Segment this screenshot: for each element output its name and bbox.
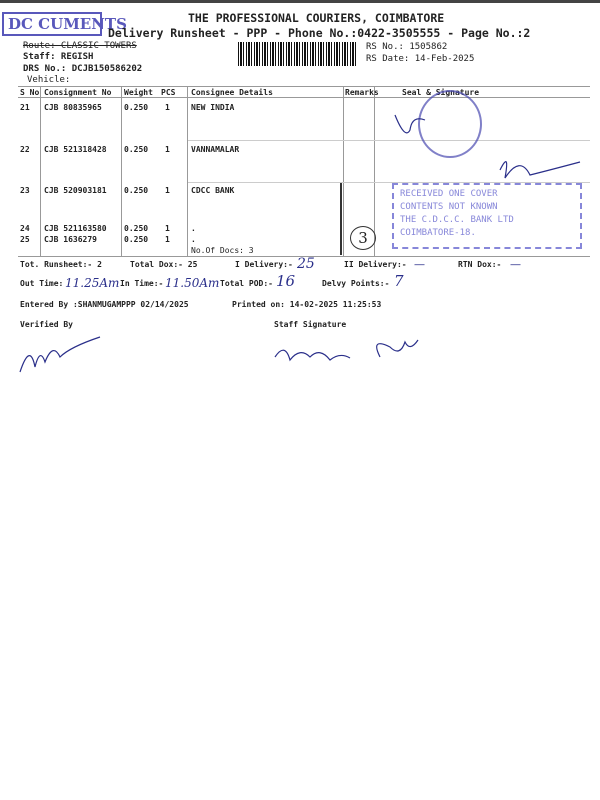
- row-pcs: 1: [165, 145, 170, 154]
- total-dox: Total Dox:- 25: [130, 260, 198, 269]
- col-consignment: Consignment No: [44, 88, 112, 97]
- row-weight: 0.250: [124, 103, 149, 112]
- row-sno: 21: [20, 103, 30, 112]
- barcode: [238, 42, 358, 66]
- entered-by: Entered By :SHANMUGAMPPP 02/14/2025: [20, 300, 189, 309]
- bracket-mark: [340, 183, 342, 255]
- in-time-value: 11.50Am: [165, 276, 220, 290]
- row-consignment: CJB 521163580: [44, 224, 107, 233]
- out-time-label: Out Time:: [20, 279, 64, 288]
- circled-note: 3: [350, 226, 376, 250]
- staff-signature-label: Staff Signature: [274, 320, 347, 329]
- row-details: .: [191, 235, 196, 244]
- printed-on: Printed on: 14-02-2025 11:25:53: [232, 300, 382, 309]
- row-consignment: CJB 80835965: [44, 103, 102, 112]
- row-pcs: 1: [165, 224, 170, 233]
- col-pcs: PCS: [161, 88, 176, 97]
- row-weight: 0.250: [124, 145, 149, 154]
- total-pod-value: 16: [276, 272, 296, 290]
- no-of-docs: No.Of Docs: 3: [191, 246, 254, 255]
- row-weight: 0.250: [124, 224, 149, 233]
- rs-date: RS Date: 14-Feb-2025: [366, 54, 475, 64]
- row-weight: 0.250: [124, 186, 149, 195]
- row-details: NEW INDIA: [191, 103, 235, 112]
- rtn-dox-value: —: [510, 258, 521, 271]
- staff: Staff: REGISH: [23, 52, 94, 62]
- col-seal-signature: Seal & Signature: [402, 88, 480, 97]
- bank-stamp: RECEIVED ONE COVER CONTENTS NOT KNOWN THE C.D.C.C. BANK LTD COIMBATORE-18.: [392, 183, 582, 249]
- i-delivery-label: I Delivery:-: [235, 260, 293, 269]
- row-sno: 25: [20, 235, 30, 244]
- row-pcs: 1: [165, 186, 170, 195]
- row-weight: 0.250: [124, 235, 149, 244]
- col-consignee: Consignee Details: [191, 88, 273, 97]
- delvy-points-label: Delvy Points:-: [322, 279, 390, 288]
- row-pcs: 1: [165, 103, 170, 112]
- signature-marks: [380, 100, 590, 180]
- tot-runsheet: Tot. Runsheet:- 2: [20, 260, 102, 269]
- row-consignment: CJB 520903181: [44, 186, 107, 195]
- runsheet-subtitle: Delivery Runsheet - PPP - Phone No.:0422-3505555 - Page No.:2: [108, 26, 531, 40]
- row-consignment: CJB 1636279: [44, 235, 97, 244]
- i-delivery-value: 25: [297, 256, 315, 272]
- rtn-dox-label: RTN Dox:-: [458, 260, 502, 269]
- ii-delivery-value: —: [414, 258, 425, 271]
- row-consignment: CJB 521318428: [44, 145, 107, 154]
- delvy-points-value: 7: [394, 272, 404, 290]
- drs-number: DRS No.: DCJB150586202: [23, 64, 143, 74]
- route: Route: CLASSIC TOWERS: [23, 41, 137, 51]
- row-sno: 24: [20, 224, 30, 233]
- verifier-signature: [15, 332, 105, 382]
- company-title: THE PROFESSIONAL COURIERS, COIMBATORE: [188, 11, 445, 25]
- row-sno: 22: [20, 145, 30, 154]
- col-sno: S No: [20, 88, 40, 97]
- col-weight: Weight: [124, 88, 153, 97]
- col-remarks: Remarks: [345, 88, 379, 97]
- scan-edge: [0, 0, 600, 3]
- out-time-value: 11.25Am: [65, 276, 120, 290]
- total-pod-label: Total POD:-: [220, 279, 273, 288]
- vehicle: Vehicle:: [27, 75, 71, 85]
- row-details: CDCC BANK: [191, 186, 235, 195]
- row-pcs: 1: [165, 235, 170, 244]
- rs-number: RS No.: 1505862: [366, 42, 448, 52]
- row-details: .: [191, 224, 196, 233]
- in-time-label: In Time:-: [120, 279, 164, 288]
- row-details: VANNAMALAR: [191, 145, 240, 154]
- staff-signature: [270, 332, 420, 368]
- watermark-logo: DC CUMENTS: [2, 12, 102, 36]
- row-sno: 23: [20, 186, 30, 195]
- verified-by-label: Verified By: [20, 320, 73, 329]
- ii-delivery-label: II Delivery:-: [344, 260, 407, 269]
